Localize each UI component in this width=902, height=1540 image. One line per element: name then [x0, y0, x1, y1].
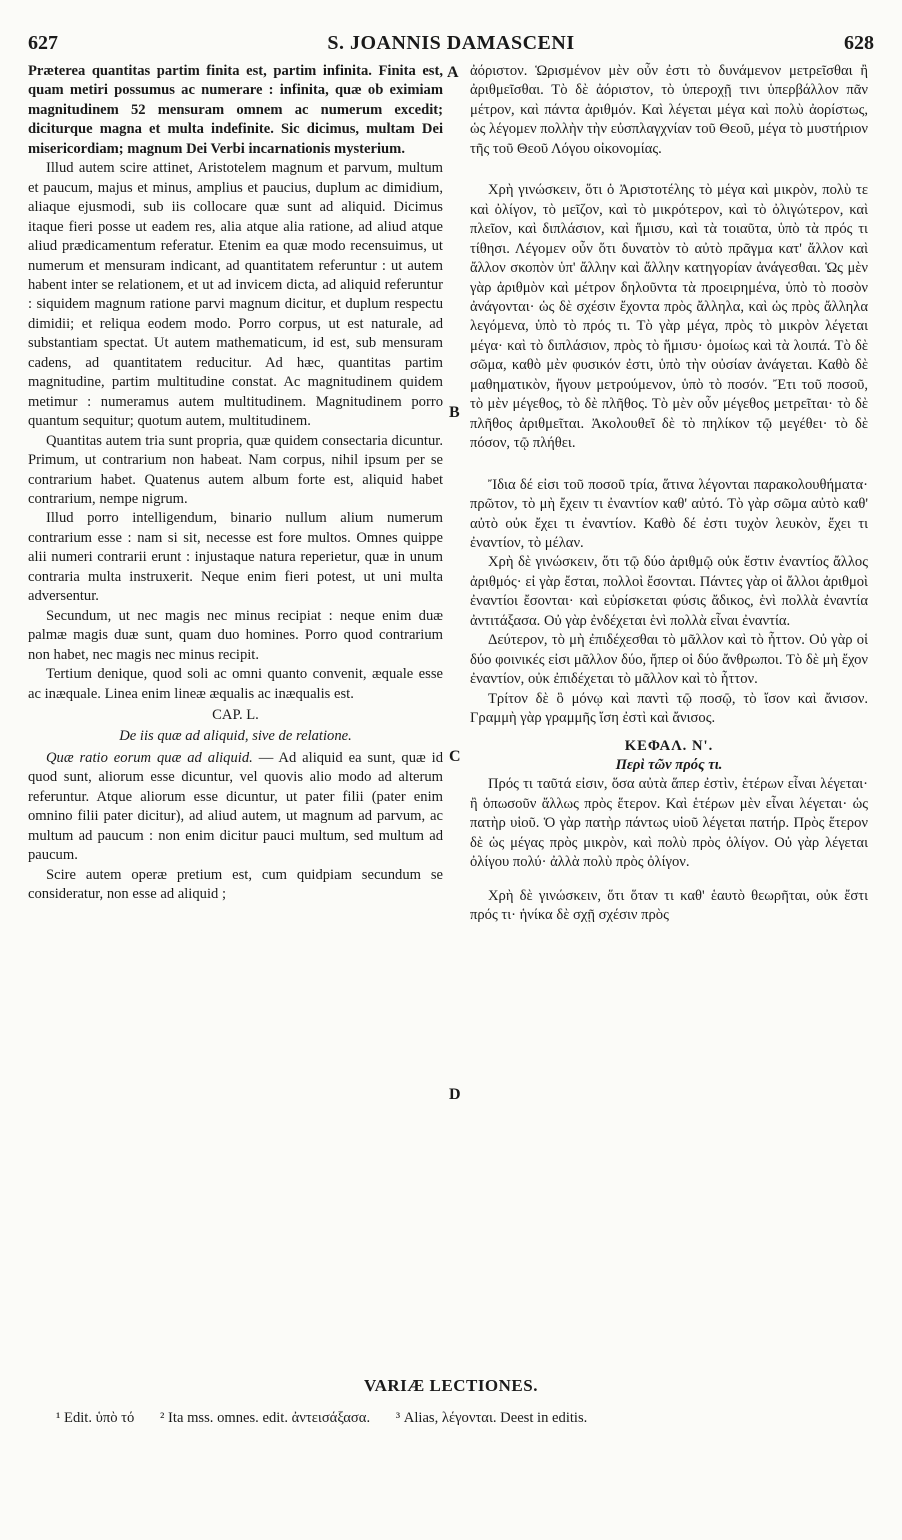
page-number-left: 627 — [28, 32, 58, 54]
margin-mark-c: C — [449, 748, 461, 765]
chapter-subtitle: De iis quæ ad aliquid, sive de relatione. — [119, 728, 352, 745]
greek-paragraph: Πρός τι ταῦτά εἰσιν, ὅσα αὐτὰ ἅπερ ἐστὶν, ἑτέρων εἶναι λέγεται· ἢ ὁπωσοῦν ἄλλως πρὸς ἕτερον. Καὶ ἑτέρων μὲν εἶναι λέγεται· ὡς πατὴρ υἱοῦ. Ὁ γὰρ πατὴρ πάντως υἱοῦ λέγεται πατήρ. Πρὸς ἕτερον δὲ ὡς μέγας πρὸς μικρὸν, καὶ πολὺ πρὸς ὀλίγον. Οὐ γὰρ λέγεται ὀλίγου πολύ· ἀλλὰ πολὺ πρὸς ὀλίγον. — [470, 776, 868, 871]
greek-chapter-title: ΚΕΦΑΛ. Ν'. — [624, 737, 714, 754]
page-number-right: 628 — [844, 32, 874, 54]
latin-paragraph: Illud porro intelligendum, binario nullum alium numerum contrarium esse : nam si sit, necesse est fore multos. Omnes quippe alii numeri contrarii erunt : injustaque natura reperietur, quæ in unum contraria multa instruxerit. Neque enim fieri potest, ut uni multa adversentur. — [28, 510, 443, 605]
latin-column — [28, 62, 443, 904]
greek-paragraph: Τρίτον δὲ ὃ μόνῳ καὶ παντὶ τῷ ποσῷ, τὸ ἴσον καὶ ἄνισον. Γραμμὴ γὰρ γραμμῆς ἴση ἐστὶ καὶ ἄνισος. — [470, 690, 868, 727]
latin-paragraph: Tertium denique, quod soli ac omni quanto convenit, æquale esse ac inæquale. Linea enim lineæ æqualis ac inæqualis est. — [28, 666, 443, 702]
latin-paragraph: Scire autem operæ pretium est, cum quidpiam secundum se consideratur, non esse ad aliquid ; — [28, 866, 443, 903]
greek-paragraph: Ἴδια δέ εἰσι τοῦ ποσοῦ τρία, ἅτινα λέγονται παρακολουθήματα· πρῶτον, τὸ μὴ ἔχειν τι ἐναντίον καθ' αὐτό. Τὸ γὰρ σῶμα αὐτὸ καθ' αὐτὸ οὐκ ἔχει τι ἐναντίον. Καθὸ δέ ἐστι τυχὸν λευκὸν, ἔχει τι ἐναντίον, τὸ μέλαν. — [470, 476, 868, 551]
footnote-1: ¹ Edit. ὑπὸ τό — [56, 1410, 135, 1426]
greek-paragraph: Χρὴ δὲ γινώσκειν, ὅτι τῷ δύο ἀριθμῷ οὐκ ἔστιν ἐναντίος ἄλλος ἀριθμός· εἰ γὰρ ἔσται, πολλοὶ ἔσονται. Πάντες γὰρ οἱ ἄλλοι ἀριθμοὶ ἐναντίοι ἔσονται· καὶ εὑρίσκεται φύσις ἄδικος, ἑνὶ πολλὰ ἐναντία ἀντιτάξασα. Οὐ γὰρ ἐνδέχεται ἑνὶ πολλὰ εἶναι ἐναντία. — [470, 554, 868, 629]
greek-paragraph: Δεύτερον, τὸ μὴ ἐπιδέχεσθαι τὸ μᾶλλον καὶ τὸ ἧττον. Οὐ γὰρ οἱ δύο φοινικές εἰσι μᾶλλον δύο, ἤπερ οἱ δύο ἄνθρωποι. Τὸ δὲ μὴ ἔχον ἐναντίον, οὐκ ἐπιδέχεται τὸ μᾶλλον καὶ τὸ ἧττον. — [470, 632, 868, 688]
margin-mark-b: B — [449, 404, 460, 421]
footnote-2: ² Ita mss. omnes. edit. ἀντεισάξασα. — [160, 1410, 371, 1426]
paragraph-body: — Ad aliquid ea sunt, quæ id quod sunt, aliorum esse dicuntur, vel quovis alio modo ad alterum referuntur. Atque aliorum esse dicuntur, ut pater filii (pater enim omnino filii pater dicitur), ad aliud autem, ut magnum ad parvum, ac multum ad paucum : non enim dicitur pauci multum, sed multum ad paucum. — [28, 749, 444, 864]
latin-paragraph: Illud autem scire attinet, Aristotelem magnum et parvum, multum et paucum, majus et minus, amplius et paucius, duplum ac dimidium, aliaque ejusmodi, sub iis collocare quæ sunt ad aliquid. Dicimus itaque fieri posse ut eadem res, alia atque alia ratione, ad aliud atque aliud prædicamentum referatur. Etenim ea quæ modo recensuimus, ut numerum et mensuram indicant, ad quantitatem referuntur : ut autem habent inter se relationem, et ut ad invicem dicta, ad aliquid referuntur : siquidem magnum ratione parvi magnum dicitur, et duplum respectu dimidii; et reliqua eodem modo. Porro corpus, ut est naturale, ad substantiam spectat. Ut autem mathematicum, id est, sub mensuram cadens, ad quantitatem reducitur. Ad hæc, quantitas partim magnitudine, partim multitudine constat. Ac magnitudinem quidem metimur : numeramus autem multitudinem. Magnitudinem porro quantum sequitur; quotum autem, multitudinem. — [28, 160, 443, 430]
chapter-title: CAP. L. — [212, 706, 259, 723]
latin-paragraph: Secundum, ut nec magis nec minus recipiat : neque enim duæ palmæ magis duæ sunt, quam duo homines. Porro quod contrarium non habet, nec magis nec minus recipit. — [28, 607, 443, 663]
greek-paragraph: Χρὴ δὲ γινώσκειν, ὅτι ὅταν τι καθ' ἑαυτὸ θεωρῆται, οὐκ ἔστι πρός τι· ἡνίκα δὲ σχῇ σχέσιν πρὸς — [470, 887, 868, 924]
latin-paragraph — [28, 749, 443, 866]
latin-paragraph: Præterea quantitas partim finita est, partim infinita. Finita est, quam metiri possumus ac numerare : infinita, quæ ob eximiam magnitudinem 52 mensuram omnem ac numerum excedit; diciturque magna et multa indefinite. Sic dicimus, multam Dei misericordiam; magnum Dei Verbi incarnationis mysterium. — [28, 63, 443, 157]
running-title: S. JOANNIS DAMASCENI — [327, 32, 575, 54]
variae-lectiones-notes — [56, 1410, 609, 1427]
page-header — [28, 32, 874, 58]
greek-paragraph: ἀόριστον. Ὡρισμένον μὲν οὖν ἐστι τὸ δυνάμενον μετρεῖσθαι ἢ ἀριθμεῖσθαι. Τὸ δὲ ἀόριστον, τὸ ὑπεροχῇ τινι ὑπερβάλλον πᾶν μέτρον, καὶ πάντα ἀριθμόν. Καὶ λέγεται μέγα καὶ πολὺ ἀορίστως, ὡς λέγομεν πολλὴν τὴν εὐσπλαγχνίαν τοῦ Θεοῦ, μέγα τὸ μυστήριον τῆς τοῦ Θεοῦ Λόγου οἰκονομίας. — [470, 63, 868, 157]
latin-paragraph: Quantitas autem tria sunt propria, quæ quidem consectaria dicuntur. Primum, ut contrarium non habeat. Nam corpus, nihil ipsum per se contrarium habet. Quatenus autem album forte est, aliquid habet contrarium, nempe nigrum. — [28, 432, 443, 507]
greek-column — [470, 62, 868, 926]
margin-mark-a: A — [447, 64, 459, 81]
footnote-3: ³ Alias, λέγονται. Deest in editis. — [395, 1410, 588, 1426]
variae-lectiones-title: VARIÆ LECTIONES. — [364, 1376, 538, 1395]
greek-chapter-subtitle: Περὶ τῶν πρός τι. — [615, 756, 723, 773]
paragraph-lead: Quæ ratio eorum quæ ad aliquid. — [46, 749, 253, 766]
greek-paragraph: Χρὴ γινώσκειν, ὅτι ὁ Ἀριστοτέλης τὸ μέγα καὶ μικρὸν, πολὺ τε καὶ ὀλίγον, τὸ μεῖζον, καὶ τὸ μικρότερον, καὶ τὸ ὀλιγώτερον, καὶ πλεῖον, καὶ διπλάσιον, καὶ ἥμισυ, καὶ τὰ τοιαῦτα, ὑπὸ τὰ πρός τι τίθησι. Λέγομεν οὖν ὅτι δυνατὸν τὸ αὐτὸ πρᾶγμα κατ' ἄλλον καὶ ἄλλον σκοπὸν ὑπ' ἄλλην καὶ ἄλλην κατηγορίαν ἀνάγεσθαι. Ὡς μὲν γὰρ ἀριθμὸν καὶ μέτρον δηλοῦντα τὰ προειρημένα, ὑπὸ τὸ ποσὸν ἀνάγονται· ὡς δὲ σχέσιν ἔχοντα πρὸς ἄλληλα, καὶ ὡς πρὸς ἄλληλα λεγόμενα, ὑπὸ τὸ πρός τι. Τὸ γὰρ μέγα, πρὸς τὸ μικρὸν λέγεται μέγα· καὶ τὸ διπλάσιον, πρὸς τὸ ἥμισυ· ὁμοίως καὶ τὰ λοιπά. Τὸ δὲ σῶμα, καθὸ μὲν φυσικόν ἐστι, ὑπὸ τὴν οὐσίαν ἀνάγεται. Καθὸ δὲ μαθηματικὸν, ἤγουν μετρούμενον, ὑπὸ τὸ ποσόν. Ἔτι τοῦ ποσοῦ, τὸ μὲν μέγεθος, τὸ δὲ πλῆθος. Τὸ μὲν οὖν μέγεθος μετρεῖται· τὸ δὲ πλῆθος ἀριθμεῖται. Ἀκολουθεῖ δὲ τὸ πηλίκον τῷ μεγέθει· τὸ δὲ πόσον, τῷ πλήθει. — [470, 182, 868, 452]
margin-mark-d: D — [449, 1086, 461, 1103]
